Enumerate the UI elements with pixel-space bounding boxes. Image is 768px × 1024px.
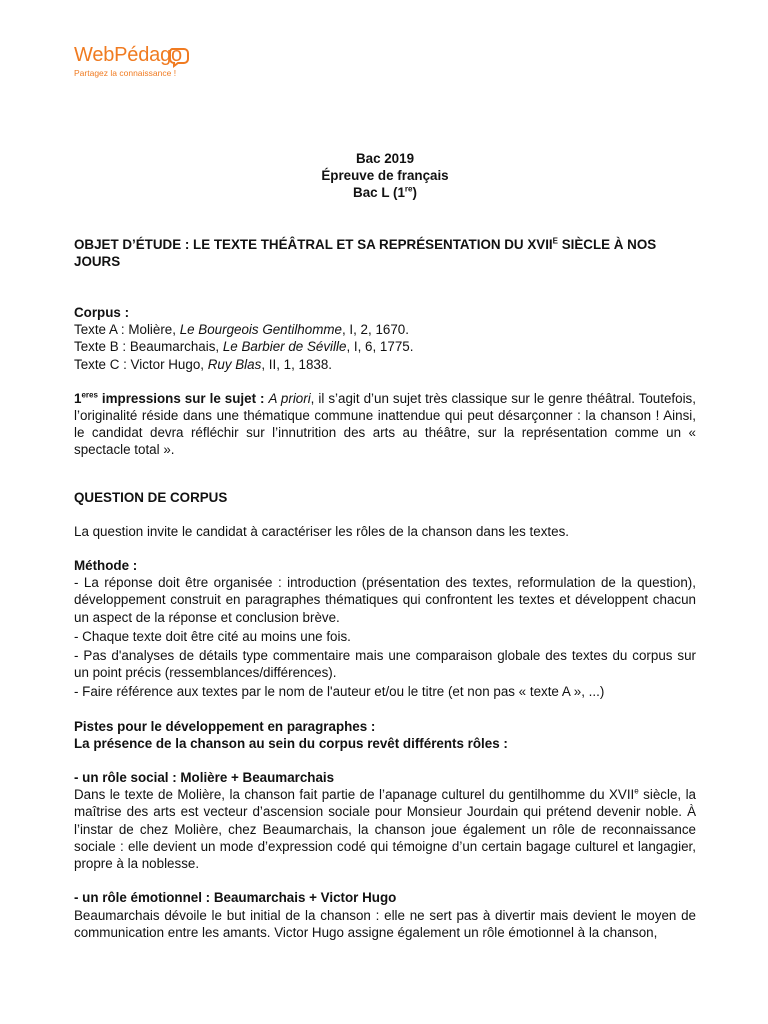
exam-year: Bac 2019 <box>355 151 415 166</box>
corpus-text-c: Texte C : Victor Hugo, Ruy Blas, II, 1, 1838. <box>74 356 333 372</box>
methode-item: - Pas d'analyses de détails type commentaire mais une comparaison globale des textes du corpus sur un point précis (ressemblances/différences). <box>74 648 696 681</box>
role-social-title: - un rôle social : Molière + Beaumarchais <box>74 770 335 786</box>
pistes-label: Pistes pour le développement en paragraphes : <box>74 718 376 734</box>
webpedago-logo <box>74 44 214 104</box>
speech-bubble-icon <box>168 46 190 68</box>
corpus-label: Corpus : <box>74 305 130 321</box>
methode-item: - Faire référence aux textes par le nom de l'auteur et/ou le titre (et non pas « texte A », ...) <box>74 684 605 700</box>
exam-subject: Épreuve de français <box>321 168 449 184</box>
corpus-text-b: Texte B : Beaumarchais, Le Barbier de Séville, I, 6, 1775. <box>74 339 414 355</box>
impressions-paragraph: $1^{eres}$ impressions sur le sujet : A priori, il s’agit d’un sujet très classique sur le genre théâtral. Toutefois, l’originalité réside dans une thématique commune inattendue qui peut désarçonner : la chanson ! Ainsi, le candidat devra réfléchir sur l’innutrition des arts au théâtre, sur la représentation comme un « spectacle total ». <box>74 390 696 458</box>
document-page <box>74 150 696 941</box>
pistes-intro: La présence de la chanson au sein du corpus revêt différents rôles : <box>74 735 508 751</box>
role-emotionnel-text: Beaumarchais dévoile le but initial de la chanson : elle ne sert pas à divertir mais devient le moyen de communication entre les amants. Victor Hugo assigne également un rôle émotionnel à la chanson, <box>74 907 696 940</box>
logo-wordmark: WebPédago <box>74 44 182 66</box>
question-intro: La question invite le candidat à caractériser les rôles de la chanson dans les textes. <box>74 523 569 539</box>
role-emotionnel-title: - un rôle émotionnel : Beaumarchais + Victor Hugo <box>74 890 397 906</box>
methode-item: - La réponse doit être organisée : introduction (présentation des textes, reformulation de la question), développement construit en paragraphes thématiques qui confrontent les textes et développent chacun un aspect de la réponse et conclusion brève. <box>74 575 696 625</box>
objet-etude-heading: OBJET D’ÉTUDE : LE TEXTE THÉÂTRAL ET SA REPRÉSENTATION DU $XVII^E$ SIÈCLE À NOS JOURS <box>74 236 657 269</box>
exam-section: Bac L (1re) <box>353 184 417 201</box>
corpus-text-a: Texte A : Molière, Le Bourgeois Gentilhomme, I, 2, 1670. <box>74 322 409 338</box>
methode-item: - Chaque texte doit être cité au moins une fois. <box>74 628 351 644</box>
question-heading: QUESTION DE CORPUS <box>74 489 228 505</box>
logo-tagline: Partagez la connaissance ! <box>74 68 177 78</box>
role-social-text: Dans le texte de Molière, la chanson fait partie de l’apanage culturel du gentilhomme du XVIIe siècle, la maîtrise des arts est vecteur d’ascension sociale pour Monsieur Jourdain qui prétend devenir noble. À l’instar de chez Molière, chez Beaumarchais, la chanson joue également un rôle de reconnaissance sociale : elle devient un mode d’expression codé qui témoigne d’un certain bagage culturel et langagier, propre à la noblesse. <box>74 786 696 872</box>
methode-label: Méthode : <box>74 558 138 574</box>
